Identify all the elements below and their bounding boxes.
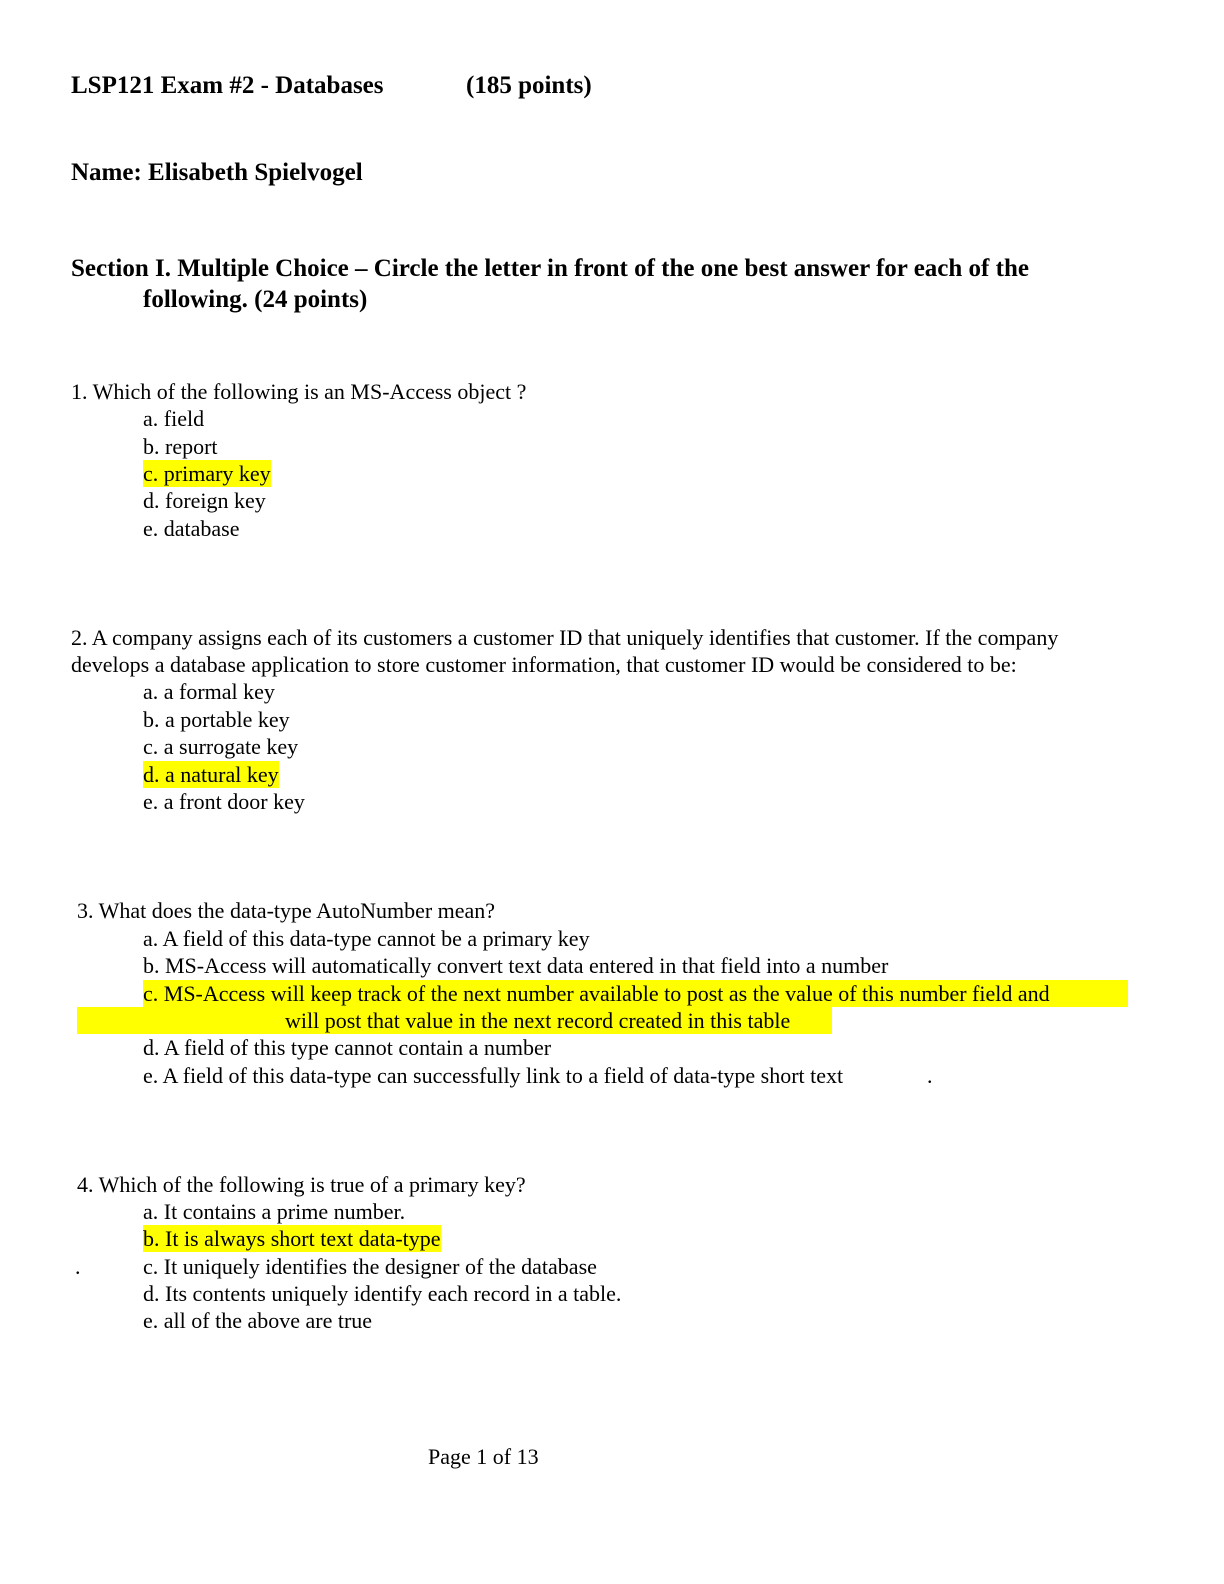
question-prompt-line1: 2. A company assigns each of its customers a customer ID that uniquely identifies that customer. If the company <box>71 625 1059 650</box>
answer-option-highlighted-continuation[interactable]: will post that value in the next record created in this table <box>285 1008 791 1033</box>
answer-option[interactable]: d. A field of this type cannot contain a number <box>143 1035 552 1060</box>
answer-option[interactable]: c. a surrogate key <box>143 734 299 759</box>
answer-option[interactable]: d. Its contents uniquely identify each record in a table. <box>143 1281 622 1306</box>
section-heading-line1: Section I. Multiple Choice – Circle the letter in front of the one best answer for each of the <box>71 255 1029 282</box>
stray-period: . <box>75 1254 81 1279</box>
answer-option[interactable]: b. a portable key <box>143 707 290 732</box>
question-prompt-line2: develops a database application to store customer information, that customer ID would be considered to be: <box>71 652 1017 677</box>
section-heading-line2: following. (24 points) <box>143 286 368 313</box>
exam-title: LSP121 Exam #2 - Databases <box>71 72 384 99</box>
answer-option[interactable]: e. database <box>143 516 240 541</box>
answer-option[interactable]: e. A field of this data-type can successfully link to a field of data-type short text <box>143 1063 844 1088</box>
answer-option-highlighted[interactable]: c. MS-Access will keep track of the next number available to post as the value of this number field and <box>143 981 1050 1006</box>
answer-option-highlighted[interactable]: b. It is always short text data-type <box>143 1226 441 1251</box>
answer-option[interactable]: a. a formal key <box>143 679 275 704</box>
trailing-period: . <box>927 1063 933 1088</box>
question-prompt: 4. Which of the following is true of a primary key? <box>77 1172 526 1197</box>
answer-option[interactable]: d. foreign key <box>143 488 266 513</box>
answer-option[interactable]: a. field <box>143 406 205 431</box>
question-prompt: 3. What does the data-type AutoNumber mean? <box>77 898 496 923</box>
page-number: Page 1 of 13 <box>428 1444 539 1469</box>
answer-option[interactable]: b. report <box>143 434 218 459</box>
answer-option-highlighted[interactable]: c. primary key <box>143 461 271 486</box>
answer-option[interactable]: a. It contains a prime number. <box>143 1199 406 1224</box>
answer-option[interactable]: a. A field of this data-type cannot be a primary key <box>143 926 590 951</box>
exam-points: (185 points) <box>466 72 592 99</box>
student-name: Name: Elisabeth Spielvogel <box>71 159 363 186</box>
answer-option[interactable]: c. It uniquely identifies the designer of the database <box>143 1254 597 1279</box>
answer-option[interactable]: e. a front door key <box>143 789 305 814</box>
answer-option[interactable]: b. MS-Access will automatically convert text data entered in that field into a number <box>143 953 889 978</box>
answer-option-highlighted[interactable]: d. a natural key <box>143 762 279 787</box>
question-prompt: 1. Which of the following is an MS-Access object ? <box>71 379 527 404</box>
answer-option[interactable]: e. all of the above are true <box>143 1308 373 1333</box>
